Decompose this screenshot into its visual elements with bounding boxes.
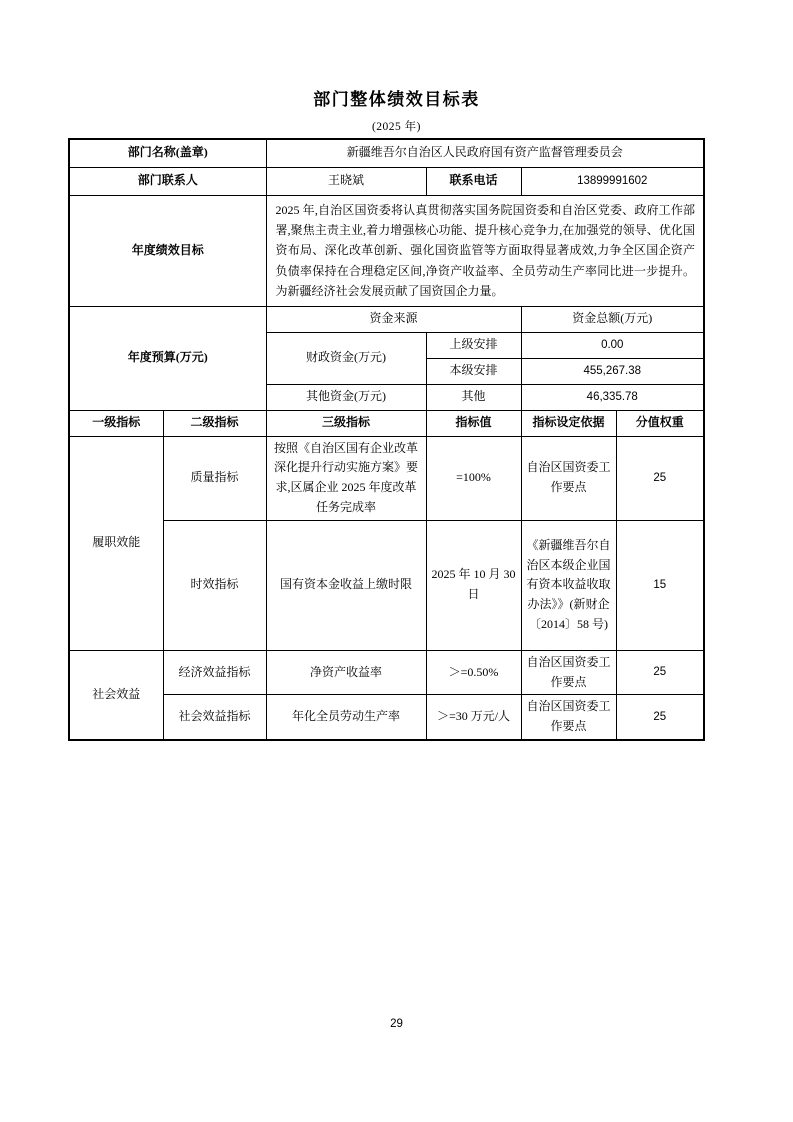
annual-goal-row [69, 195, 704, 306]
level1-social-benefit: 社会效益 [69, 650, 163, 740]
budget-item-label: 上级安排 [426, 332, 521, 358]
annual-goal-label: 年度绩效目标 [69, 195, 266, 306]
budget-item-label: 本级安排 [426, 358, 521, 384]
indicator-weight: 25 [616, 650, 704, 695]
indicator-row-social [69, 695, 704, 740]
header-basis: 指标设定依据 [521, 410, 616, 436]
indicator-basis: 《新疆维吾尔自治区本级企业国有资本收益收取办法》》(新财企〔2014〕58 号) [521, 520, 616, 650]
level1-duty-performance: 履职效能 [69, 436, 163, 650]
performance-target-table [68, 138, 705, 741]
indicator-basis: 自治区国资委工作要点 [521, 650, 616, 695]
annual-goal-text: 2025 年,自治区国资委将认真贯彻落实国务院国资委和自治区党委、政府工作部署,聚焦主责主业,着力增强核心功能、提升核心竞争力,在加强党的领导、优化国资布局、深化改革创新、强化国资监管等方面取得显著成效,力争全区国企资产负债率保持在合理稳定区间,净资产收益率、全员劳动生产率同比进一步提升。为新疆经济社会发展贡献了国资国企力量。 [266, 195, 704, 306]
level2-label: 经济效益指标 [163, 650, 266, 695]
header-level1: 一级指标 [69, 410, 163, 436]
indicator-basis: 自治区国资委工作要点 [521, 436, 616, 520]
contact-row [69, 167, 704, 195]
header-level3: 三级指标 [266, 410, 426, 436]
dept-name-label: 部门名称(盖章) [69, 139, 266, 167]
level3-text: 按照《自治区国有企业改革深化提升行动实施方案》要求,区属企业 2025 年度改革任务完成率 [266, 436, 426, 520]
indicator-value: ＞=30 万元/人 [426, 695, 521, 740]
dept-name-value: 新疆维吾尔自治区人民政府国有资产监督管理委员会 [266, 139, 704, 167]
level3-text: 国有资本金收益上缴时限 [266, 520, 426, 650]
header-value: 指标值 [426, 410, 521, 436]
budget-source-header: 资金来源 [266, 306, 521, 332]
indicator-weight: 25 [616, 695, 704, 740]
budget-other-label: 其他资金(万元) [266, 384, 426, 410]
budget-amount-value: 46,335.78 [521, 384, 704, 410]
budget-amount-value: 0.00 [521, 332, 704, 358]
contact-label: 部门联系人 [69, 167, 266, 195]
header-level2: 二级指标 [163, 410, 266, 436]
budget-label: 年度预算(万元) [69, 306, 266, 410]
level3-text: 年化全员劳动生产率 [266, 695, 426, 740]
header-weight: 分值权重 [616, 410, 704, 436]
indicator-value: =100% [426, 436, 521, 520]
indicator-weight: 25 [616, 436, 704, 520]
indicator-row-quality [69, 436, 704, 520]
budget-header-row [69, 306, 704, 332]
indicator-row-economic [69, 650, 704, 695]
budget-amount-value: 455,267.38 [521, 358, 704, 384]
level3-text: 净资产收益率 [266, 650, 426, 695]
indicator-row-timeliness [69, 520, 704, 650]
indicator-value: ＞=0.50% [426, 650, 521, 695]
phone-number-value: 13899991602 [521, 167, 704, 195]
level2-label: 社会效益指标 [163, 695, 266, 740]
indicator-basis: 自治区国资委工作要点 [521, 695, 616, 740]
contact-name-value: 王晓斌 [266, 167, 426, 195]
page-number: 29 [390, 1018, 403, 1030]
indicator-header-row [69, 410, 704, 436]
budget-fiscal-label: 财政资金(万元) [266, 332, 426, 384]
dept-name-row [69, 139, 704, 167]
budget-total-header: 资金总额(万元) [521, 306, 704, 332]
indicator-value: 2025 年 10 月 30 日 [426, 520, 521, 650]
budget-item-label: 其他 [426, 384, 521, 410]
level2-label: 质量指标 [163, 436, 266, 520]
page-subtitle: (2025 年) [371, 121, 422, 133]
level2-label: 时效指标 [163, 520, 266, 650]
page-title: 部门整体绩效目标表 [313, 90, 480, 109]
indicator-weight: 15 [616, 520, 704, 650]
phone-label: 联系电话 [426, 167, 521, 195]
